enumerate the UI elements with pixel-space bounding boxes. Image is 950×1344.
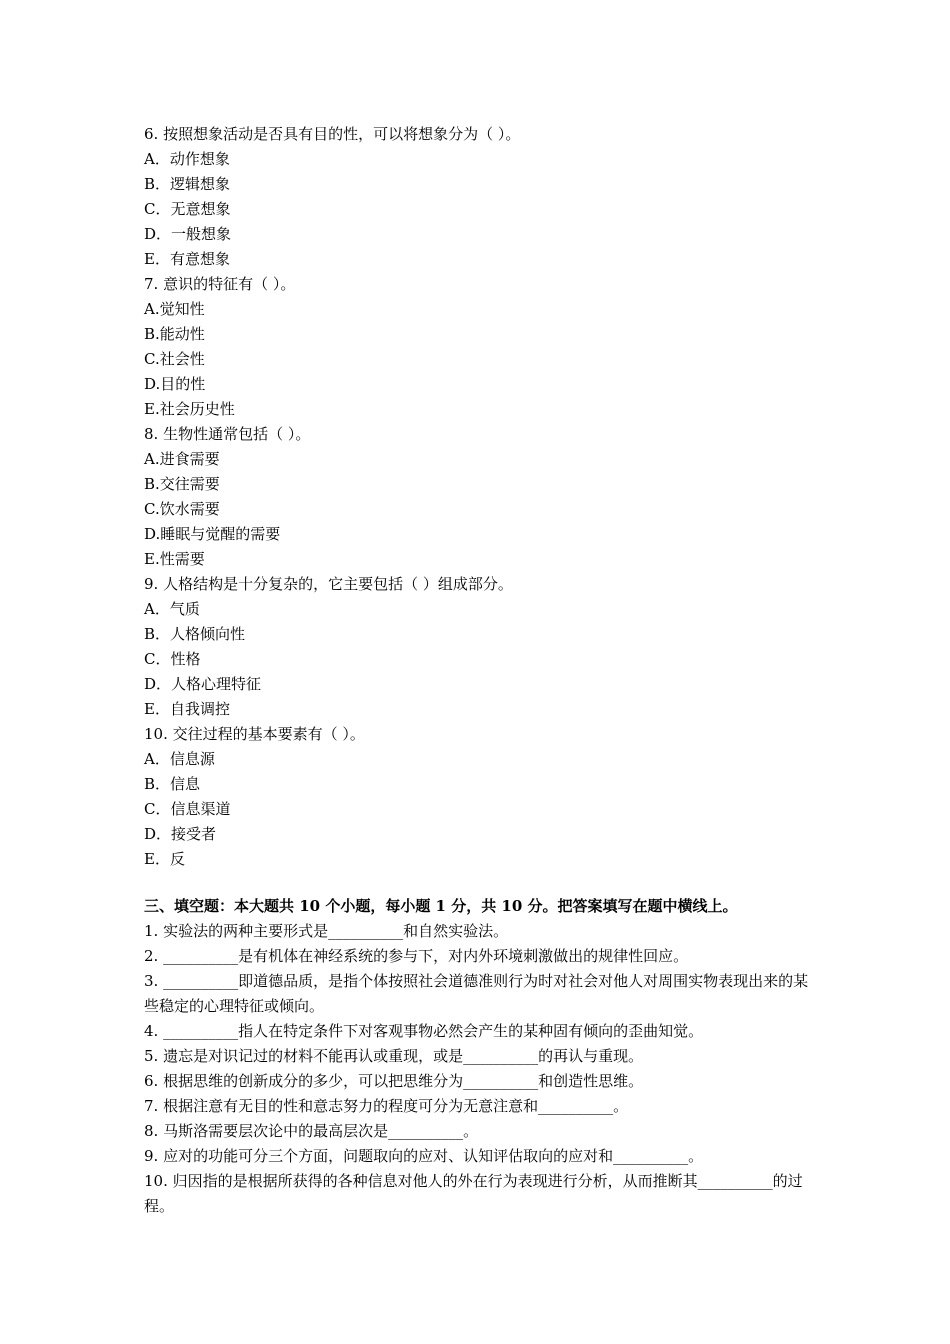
question-8 bbox=[144, 422, 814, 572]
option-e: E．有意想象 bbox=[144, 250, 230, 268]
option-a: A．动作想象 bbox=[144, 150, 230, 168]
option-a: A．气质 bbox=[144, 600, 200, 618]
section-spacer bbox=[144, 872, 814, 894]
option-e: E．自我调控 bbox=[144, 700, 230, 718]
question-10 bbox=[144, 722, 814, 872]
option-b: B.能动性 bbox=[144, 325, 205, 343]
option-b: B.交往需要 bbox=[144, 475, 220, 493]
option-e: E.性需要 bbox=[144, 550, 205, 568]
option-a: A.觉知性 bbox=[144, 300, 205, 318]
option-d: D．人格心理特征 bbox=[144, 675, 262, 693]
option-b: B．人格倾向性 bbox=[144, 625, 246, 643]
question-stem: 10. 交往过程的基本要素有（ ）。 bbox=[144, 725, 365, 743]
option-b: B．逻辑想象 bbox=[144, 175, 231, 193]
option-b: B．信息 bbox=[144, 775, 201, 793]
fill-item: 10. 归因指的是根据所获得的各种信息对他人的外在行为表现进行分析，从而推断其__________的过程。 bbox=[144, 1172, 803, 1215]
option-d: D.睡眠与觉醒的需要 bbox=[144, 525, 281, 543]
option-d: D.目的性 bbox=[144, 375, 206, 393]
section-heading: 三、填空题：本大题共 10 个小题，每小题 1 分，共 10 分。把答案填写在题中横线上。 bbox=[144, 897, 738, 915]
question-stem: 8. 生物性通常包括（ ）。 bbox=[144, 425, 311, 443]
fill-item: 2. __________是有机体在神经系统的参与下，对内外环境刺激做出的规律性回应。 bbox=[144, 947, 689, 965]
option-c: C.饮水需要 bbox=[144, 500, 220, 518]
fill-item: 5. 遗忘是对识记过的材料不能再认或重现，或是__________的再认与重现。 bbox=[144, 1047, 644, 1065]
question-7 bbox=[144, 272, 814, 422]
option-a: A.进食需要 bbox=[144, 450, 220, 468]
question-9 bbox=[144, 572, 814, 722]
option-c: C.社会性 bbox=[144, 350, 205, 368]
fill-item: 7. 根据注意有无目的性和意志努力的程度可分为无意注意和__________。 bbox=[144, 1097, 629, 1115]
fill-item: 1. 实验法的两种主要形式是__________和自然实验法。 bbox=[144, 922, 509, 940]
fill-item: 3. __________即道德品质，是指个体按照社会道德准则行为时对社会对他人对周围实物表现出来的某些稳定的心理特征或倾向。 bbox=[144, 972, 809, 1015]
question-stem: 9. 人格结构是十分复杂的，它主要包括（ ）组成部分。 bbox=[144, 575, 513, 593]
fill-item: 6. 根据思维的创新成分的多少，可以把思维分为__________和创造性思维。 bbox=[144, 1072, 644, 1090]
option-a: A．信息源 bbox=[144, 750, 215, 768]
option-c: C．信息渠道 bbox=[144, 800, 231, 818]
fill-item: 9. 应对的功能可分三个方面，问题取向的应对、认知评估取向的应对和__________。 bbox=[144, 1147, 704, 1165]
fill-item: 4. __________指人在特定条件下对客观事物必然会产生的某种固有倾向的歪曲知觉。 bbox=[144, 1022, 704, 1040]
option-d: D．接受者 bbox=[144, 825, 217, 843]
question-stem: 7. 意识的特征有（ ）。 bbox=[144, 275, 296, 293]
option-e: E.社会历史性 bbox=[144, 400, 235, 418]
option-e: E．反 bbox=[144, 850, 185, 868]
option-c: C．性格 bbox=[144, 650, 201, 668]
question-6 bbox=[144, 122, 814, 272]
question-stem: 6. 按照想象活动是否具有目的性，可以将想象分为（ ）。 bbox=[144, 125, 521, 143]
fill-item: 8. 马斯洛需要层次论中的最高层次是__________。 bbox=[144, 1122, 479, 1140]
option-d: D．一般想象 bbox=[144, 225, 232, 243]
fill-in-section bbox=[144, 894, 814, 1219]
option-c: C．无意想象 bbox=[144, 200, 231, 218]
document-page bbox=[144, 122, 814, 1219]
